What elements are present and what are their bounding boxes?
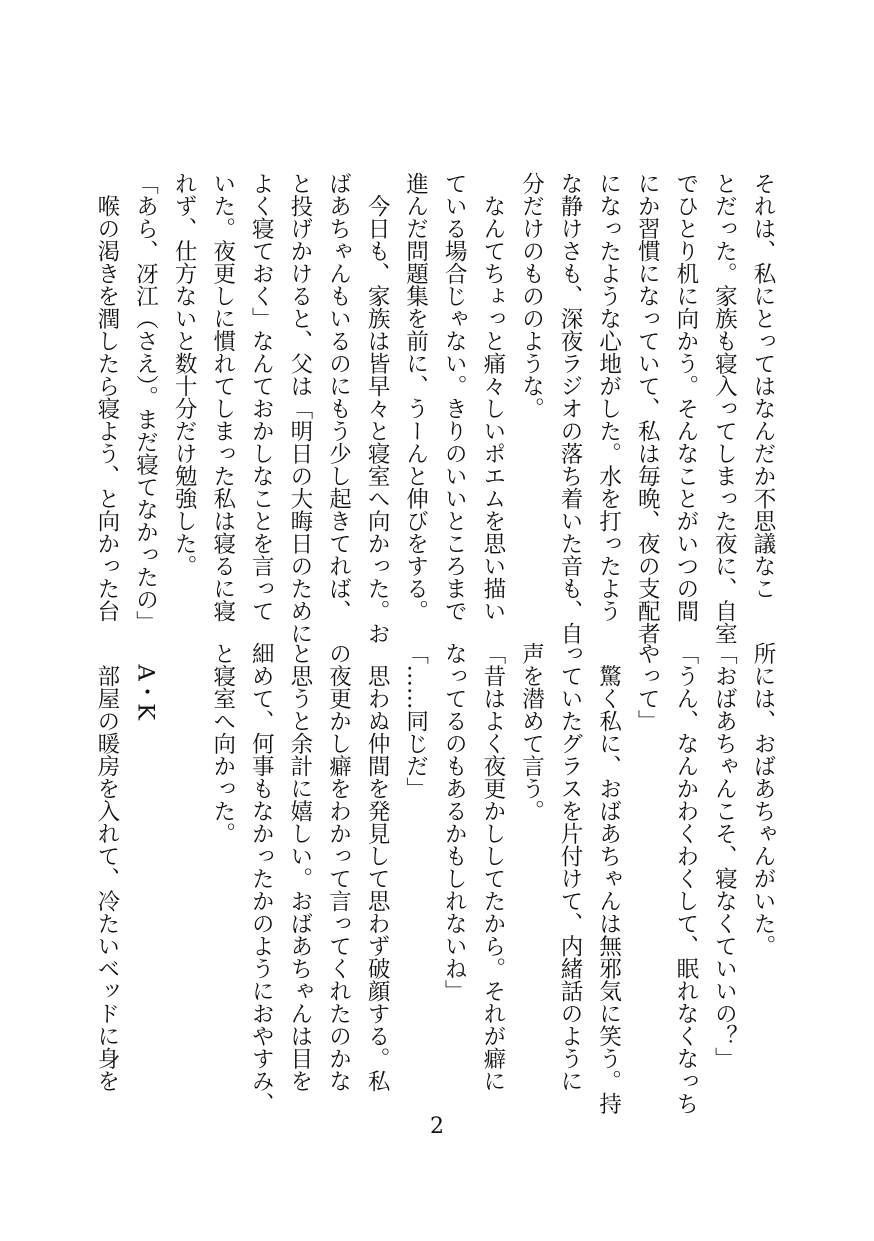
upper-text-line: でひとり机に向かう。そんなことがいつの間 (672, 172, 699, 622)
lower-text-line: なってるのもあるかもしれないね」 (441, 642, 468, 1002)
text-block-upper (93, 172, 782, 645)
upper-text-line: な静けさも、深夜ラジオの落ち着いた音も、自 (557, 172, 584, 645)
upper-text-line: なんてちょっと痛々しいポエムを思い描い (479, 172, 506, 622)
upper-text-line: 分だけのもののような。 (518, 172, 545, 420)
lower-text-line: 「……同じだ」 (402, 642, 429, 800)
upper-text-line: とだった。家族も寝入ってしまった夜に、自室 (711, 172, 738, 645)
lower-text-line: と思うと余計に嬉しい。おばあちゃんは目を (286, 642, 313, 1092)
lower-text-line: A・K (132, 642, 159, 721)
page-number: 2 (430, 1114, 444, 1139)
lower-text-line: 所には、おばあちゃんがいた。 (750, 642, 776, 957)
lower-text-line: 声を潜めて言う。 (518, 642, 545, 822)
lower-text-line: 「おばあちゃんこそ、寝なくていいの？」 (711, 642, 738, 1070)
lower-text-line: 「昔はよく夜更かししてたから。それが癖に (479, 642, 506, 1092)
lower-text-line: 驚く私に、おばあちゃんは無邪気に笑う。持 (595, 642, 622, 1115)
upper-text-line: ばあちゃんもいるのにもう少し起きてれば、 (325, 172, 352, 622)
lower-text-line: 「うん、なんかわくわくして、眠れなくなっち (672, 642, 699, 1115)
lower-text-line: やって」 (634, 642, 661, 732)
upper-text-line: ている場合じゃない。きりのいいところまで (441, 172, 468, 622)
upper-text-line: と投げかけると、父は「明日の大晦日のために (286, 172, 313, 645)
upper-text-line: 「あら、冴江（さえ）。まだ寝てなかったの」 (132, 172, 159, 634)
upper-text-line: 喉の渇きを潤したら寝よう、と向かった台 (93, 172, 120, 622)
upper-text-line: になったような心地がした。水を打ったよう (595, 172, 622, 622)
upper-text-line: 進んだ問題集を前に、うーんと伸びをする。 (402, 172, 429, 622)
upper-text-line: それは、私にとってはなんだか不思議なこ (750, 172, 776, 600)
lower-text-line: 思わぬ仲間を発見して思わず破顔する。私 (364, 642, 391, 1092)
text-block-lower (93, 642, 782, 1115)
upper-text-line: にか習慣になっていて、私は毎晩、夜の支配者 (634, 172, 661, 645)
upper-text-line: いた。夜更しに慣れてしまった私は寝るに寝 (209, 172, 236, 622)
lower-text-line: 部屋の暖房を入れて、冷たいベッドに身を (93, 642, 120, 1092)
lower-text-line (165, 642, 204, 1082)
lower-text-line: 細めて、何事もなかったかのようにおやすみ、 (248, 642, 275, 1115)
lower-text-line: っていたグラスを片付けて、内緒話のように (557, 642, 584, 1092)
upper-text-line: 今日も、家族は皆早々と寝室へ向かった。お (364, 172, 391, 645)
upper-text-line: れず、仕方ないと数十分だけ勉強した。 (171, 172, 198, 577)
lower-text-line: の夜更かし癖をわかって言ってくれたのかな (325, 642, 352, 1092)
lower-text-line: と寝室へ向かった。 (209, 642, 236, 845)
upper-text-line: よく寝ておく」なんておかしなことを言って (248, 172, 275, 622)
